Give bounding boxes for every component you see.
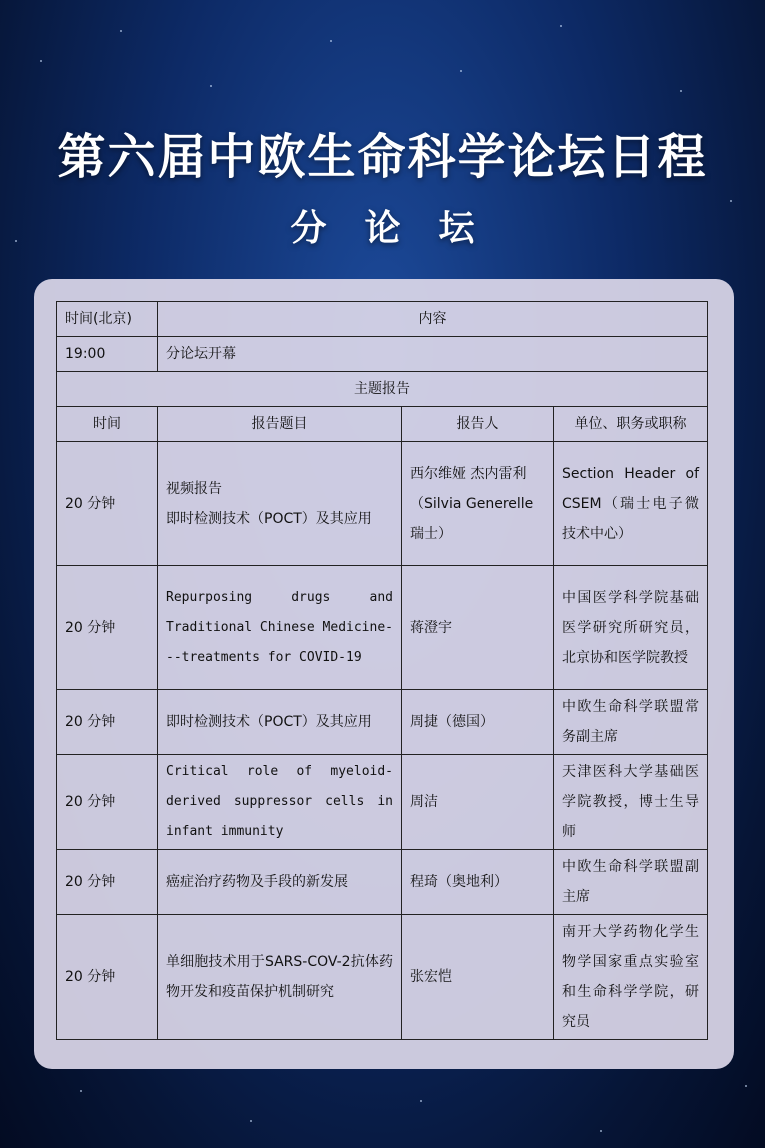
row-duration: 20 分钟 — [57, 755, 158, 850]
row-affiliation: Section Header of CSEM（瑞士电子微技术中心） — [554, 442, 708, 566]
col-affiliation-header: 单位、职务或职称 — [554, 407, 708, 442]
row-duration: 20 分钟 — [57, 566, 158, 690]
content-header: 内容 — [158, 302, 708, 337]
section-row — [57, 372, 708, 407]
row-speaker — [402, 566, 554, 690]
row-topic — [158, 755, 402, 850]
speaker-line: 周洁 — [410, 794, 438, 810]
row-speaker — [402, 850, 554, 915]
topic-line: 即时检测技术（POCT）及其应用 — [166, 510, 372, 527]
row-duration: 20 分钟 — [57, 850, 158, 915]
table-row — [57, 690, 708, 755]
row-topic — [158, 690, 402, 755]
time-beijing-header: 时间(北京) — [57, 302, 158, 337]
topic-line: 癌症治疗药物及手段的新发展 — [166, 874, 348, 890]
row-affiliation: 中欧生命科学联盟副主席 — [554, 850, 708, 915]
row-affiliation: 中国医学科学院基础医学研究所研究员，北京协和医学院教授 — [554, 566, 708, 690]
row-duration: 20 分钟 — [57, 915, 158, 1040]
topic-line: Critical role of myeloid-derived suppressor cells in infant immunity — [166, 764, 393, 839]
row-topic — [158, 566, 402, 690]
topic-line: 即时检测技术（POCT）及其应用 — [166, 714, 372, 730]
row-speaker — [402, 915, 554, 1040]
opening-text: 分论坛开幕 — [158, 337, 708, 372]
schedule-table — [56, 301, 708, 1040]
row-topic — [158, 850, 402, 915]
opening-time: 19:00 — [57, 337, 158, 372]
speaker-line: 程琦（奥地利） — [410, 874, 508, 890]
row-affiliation: 天津医科大学基础医学院教授，博士生导师 — [554, 755, 708, 850]
row-speaker — [402, 690, 554, 755]
row-topic — [158, 915, 402, 1040]
table-row — [57, 755, 708, 850]
page-title: 第六届中欧生命科学论坛日程 — [57, 129, 708, 185]
table-row — [57, 566, 708, 690]
topic-line: Repurposing drugs and Traditional Chinese Medicine---treatments for COVID-19 — [166, 589, 393, 665]
col-time-header: 时间 — [57, 407, 158, 442]
row-speaker — [402, 755, 554, 850]
table-row — [57, 850, 708, 915]
row-affiliation: 南开大学药物化学生物学国家重点实验室和生命科学学院，研究员 — [554, 915, 708, 1040]
speaker-line: 蒋澄宇 — [410, 619, 452, 636]
speaker-line: 西尔维娅 杰内雷利 — [410, 465, 527, 482]
row-affiliation: 中欧生命科学联盟常务副主席 — [554, 690, 708, 755]
speaker-line: 周捷（德国） — [410, 714, 494, 730]
speaker-line: 张宏恺 — [410, 969, 452, 985]
topic-line: 单细胞技术用于SARS-COV-2抗体药物开发和疫苗保护机制研究 — [166, 954, 393, 1000]
row-duration: 20 分钟 — [57, 442, 158, 566]
schedule-panel — [34, 279, 734, 1069]
page-subtitle: 分论坛 — [290, 208, 513, 249]
col-topic-header: 报告题目 — [158, 407, 402, 442]
row-topic — [158, 442, 402, 566]
row-duration: 20 分钟 — [57, 690, 158, 755]
col-speaker-header: 报告人 — [402, 407, 554, 442]
table-header-row — [57, 302, 708, 337]
topic-line: 视频报告 — [166, 480, 222, 497]
row-speaker — [402, 442, 554, 566]
speaker-line: （Silvia Generelle 瑞士） — [410, 495, 534, 542]
section-title: 主题报告 — [57, 372, 708, 407]
table-row — [57, 442, 708, 566]
table-row — [57, 915, 708, 1040]
column-header-row — [57, 407, 708, 442]
opening-row — [57, 337, 708, 372]
